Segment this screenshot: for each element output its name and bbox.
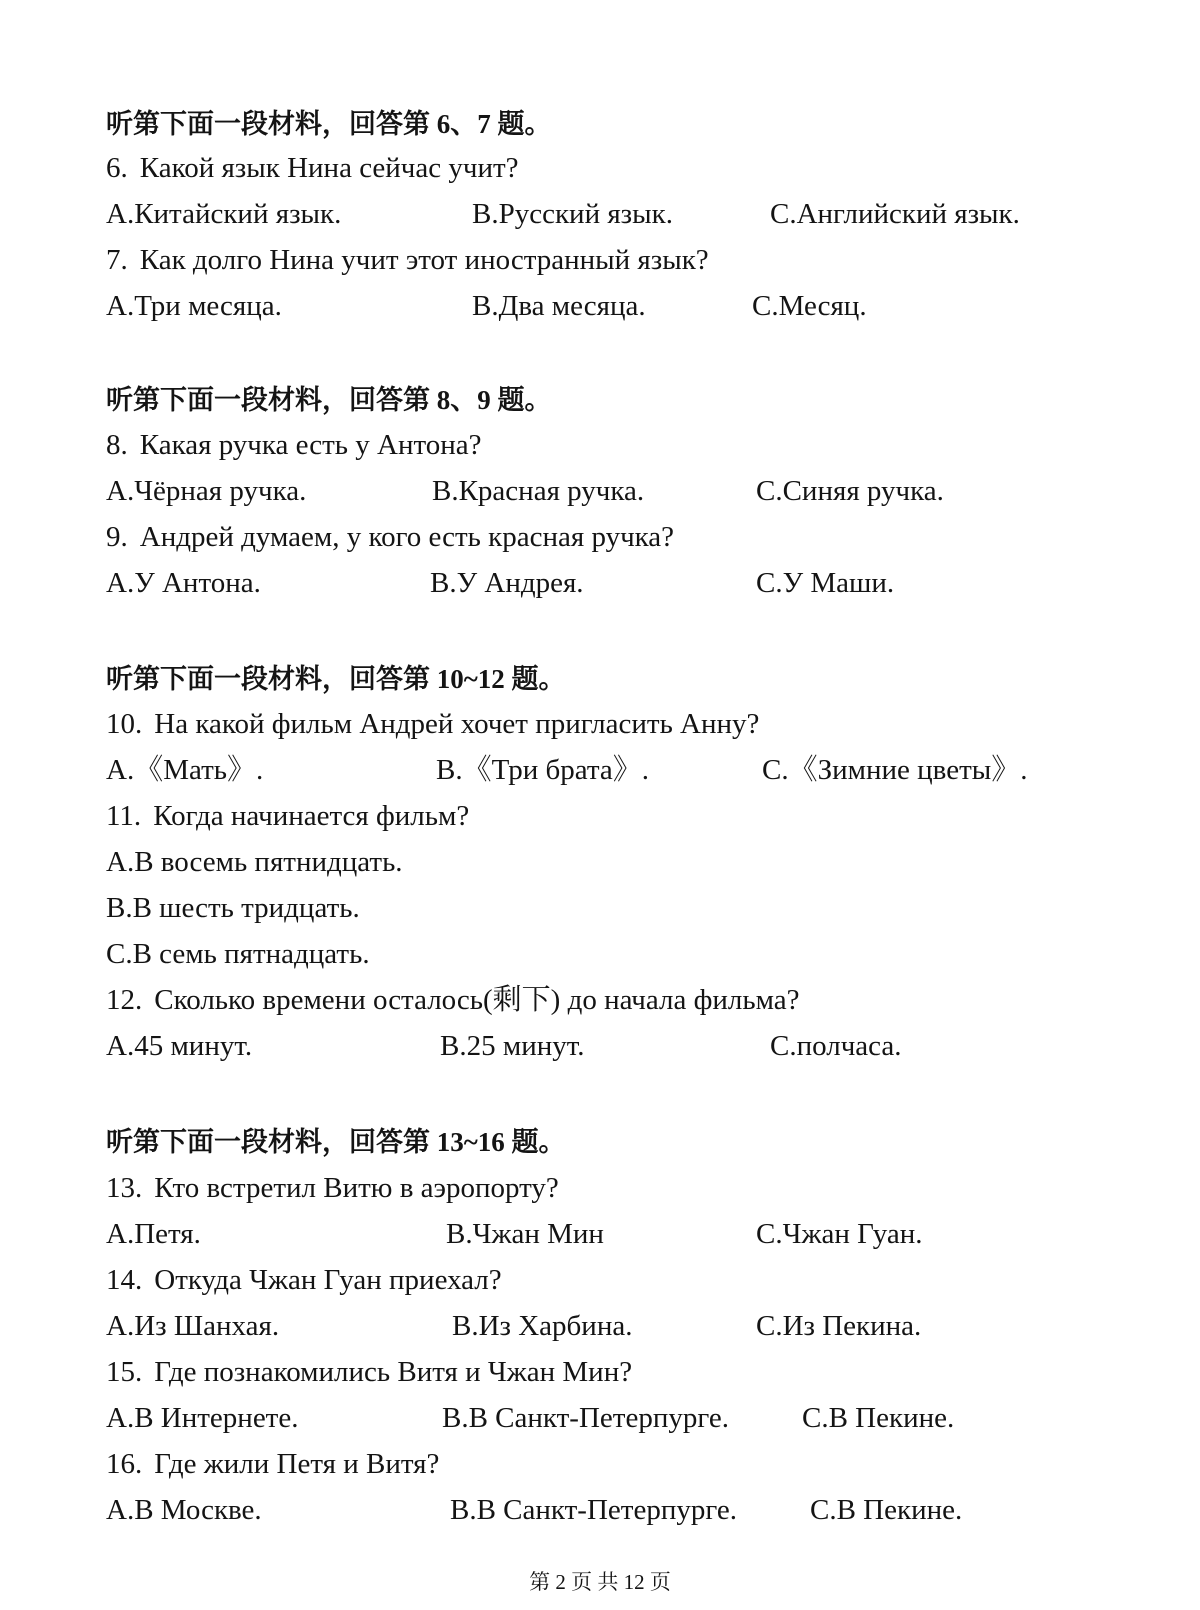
option-c-row-11[interactable] (106, 936, 370, 972)
option-c[interactable]: C.В семь пятнадцать. (106, 938, 370, 970)
option-b[interactable]: B.《Три брата》. (436, 754, 649, 786)
option-b-row-11[interactable] (106, 890, 360, 926)
page-footer: 第 2 页 共 12 页 (529, 1570, 671, 1594)
option-a[interactable]: A.Китайский язык. (106, 198, 342, 230)
option-a[interactable]: A.В восемь пятнидцать. (106, 846, 403, 878)
question-15 (106, 1354, 632, 1390)
question-number: 12. (106, 984, 143, 1016)
option-c[interactable]: C.Английский язык. (770, 198, 1020, 230)
option-b[interactable]: B.У Андрея. (430, 567, 584, 599)
question-text: Какой язык Нина сейчас учит? (139, 152, 519, 184)
option-c[interactable]: C.В Пекине. (810, 1494, 963, 1526)
option-b[interactable]: B.Из Харбина. (452, 1310, 633, 1342)
option-b[interactable]: B.Чжан Мин (446, 1218, 604, 1250)
question-text: Сколько времени осталось(剩下) до начала фильма? (154, 984, 800, 1016)
option-b[interactable]: B.В Санкт-Петерпурге. (442, 1402, 729, 1434)
question-number: 7. (106, 244, 128, 276)
question-13 (106, 1170, 559, 1206)
question-14 (106, 1262, 502, 1298)
question-text: Андрей думаем, у кого есть красная ручка? (139, 521, 675, 553)
option-c[interactable]: C.Синяя ручка. (756, 475, 944, 507)
question-number: 9. (106, 521, 128, 553)
option-a[interactable]: A.В Интернете. (106, 1402, 299, 1434)
option-b[interactable]: B.В шесть тридцать. (106, 892, 360, 924)
question-text: Где жили Петя и Витя? (154, 1448, 440, 1480)
option-a[interactable]: A.У Антона. (106, 567, 261, 599)
question-text: Какая ручка есть у Антона? (139, 429, 482, 461)
option-a[interactable]: A.В Москве. (106, 1494, 262, 1526)
option-b[interactable]: B.25 минут. (440, 1030, 585, 1062)
section-header: 听第下面一段材料，回答第 13~16 题。 (106, 1127, 566, 1157)
question-10 (106, 706, 759, 742)
question-text: Когда начинается фильм? (153, 800, 470, 832)
option-c[interactable]: C.У Маши. (756, 567, 895, 599)
question-text: На какой фильм Андрей хочет пригласить Анну? (154, 708, 760, 740)
question-text: Где познакомились Витя и Чжан Мин? (154, 1356, 633, 1388)
option-a[interactable]: A.Чёрная ручка. (106, 475, 307, 507)
question-number: 13. (106, 1172, 143, 1204)
section-header: 听第下面一段材料，回答第 10~12 题。 (106, 664, 566, 694)
question-7 (106, 242, 709, 278)
question-number: 11. (106, 800, 142, 832)
option-b[interactable]: B.Красная ручка. (432, 475, 645, 507)
question-12 (106, 982, 800, 1018)
question-number: 8. (106, 429, 128, 461)
section-header: 听第下面一段材料，回答第 6、7 题。 (106, 109, 552, 139)
section-header: 听第下面一段材料，回答第 8、9 题。 (106, 385, 552, 415)
question-number: 6. (106, 152, 128, 184)
option-c[interactable]: C.Из Пекина. (756, 1310, 922, 1342)
option-a[interactable]: A.Из Шанхая. (106, 1310, 280, 1342)
question-6 (106, 150, 519, 186)
option-c[interactable]: C.《Зимние цветы》. (762, 754, 1028, 786)
question-text: Откуда Чжан Гуан приехал? (154, 1264, 502, 1296)
option-b[interactable]: B.Русский язык. (472, 198, 673, 230)
option-c[interactable]: C.Месяц. (752, 290, 867, 322)
question-9 (106, 519, 674, 555)
option-c[interactable]: C.В Пекине. (802, 1402, 955, 1434)
option-a[interactable]: A.45 минут. (106, 1030, 253, 1062)
question-16 (106, 1446, 439, 1482)
question-number: 15. (106, 1356, 143, 1388)
option-a-row-11[interactable] (106, 844, 403, 880)
question-text: Как долго Нина учит этот иностранный язык? (139, 244, 709, 276)
option-a[interactable]: A.《Мать》. (106, 754, 264, 786)
option-a[interactable]: A.Петя. (106, 1218, 201, 1250)
option-b[interactable]: B.Два месяца. (472, 290, 646, 322)
question-number: 10. (106, 708, 143, 740)
question-8 (106, 427, 482, 463)
option-b[interactable]: B.В Санкт-Петерпурге. (450, 1494, 737, 1526)
option-a[interactable]: A.Три месяца. (106, 290, 282, 322)
question-11 (106, 798, 469, 834)
question-text: Кто встретил Витю в аэропорту? (154, 1172, 559, 1204)
option-c[interactable]: C.полчаса. (770, 1030, 902, 1062)
question-number: 16. (106, 1448, 143, 1480)
question-number: 14. (106, 1264, 143, 1296)
option-c[interactable]: C.Чжан Гуан. (756, 1218, 923, 1250)
